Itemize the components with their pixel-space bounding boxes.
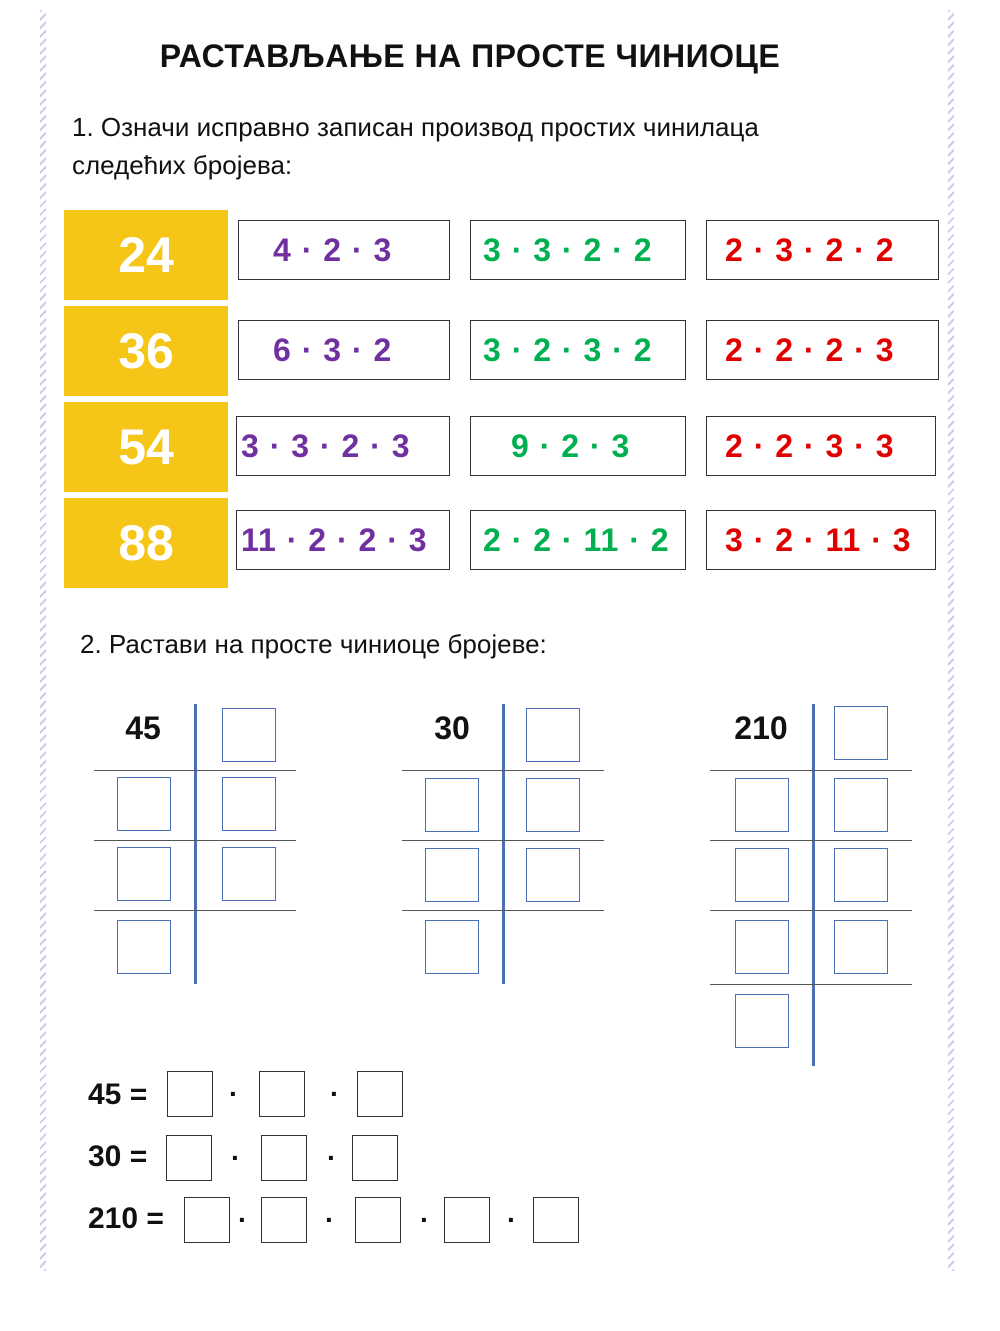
- ladder-210-quotient-box[interactable]: [735, 994, 789, 1048]
- ladder-210-factor-box[interactable]: [834, 706, 888, 760]
- ladder-210-factor-box[interactable]: [834, 920, 888, 974]
- ladder-30-factor-box[interactable]: [526, 778, 580, 832]
- number-cell-36: 36: [64, 306, 228, 396]
- ladder-210-quotient-box[interactable]: [735, 778, 789, 832]
- ladder-210-quotient-box[interactable]: [735, 920, 789, 974]
- ladder-30-row-line: [402, 840, 604, 841]
- ladder-number-210: 210: [734, 710, 788, 746]
- equation-30-box[interactable]: [166, 1135, 212, 1181]
- option-24-3[interactable]: 2 · 3 · 2 · 2: [706, 220, 939, 280]
- page-title: РАСТАВЉАЊЕ НА ПРОСТЕ ЧИНИОЦЕ: [159, 38, 781, 74]
- equation-45-label: 45 =: [88, 1078, 148, 1111]
- ladder-45-row-line: [94, 840, 296, 841]
- number-cell-88: 88: [64, 498, 228, 588]
- ladder-30-quotient-box[interactable]: [425, 848, 479, 902]
- equation-30-label: 30 =: [88, 1140, 148, 1173]
- task-2-instruction: 2. Растави на просте чиниоце бројеве:: [80, 629, 547, 659]
- equation-45-box[interactable]: [259, 1071, 305, 1117]
- equation-30-box[interactable]: [352, 1135, 398, 1181]
- multiply-dot: ·: [330, 1078, 340, 1109]
- ladder-210-row-line: [710, 840, 912, 841]
- ladder-45-quotient-box[interactable]: [117, 777, 171, 831]
- equation-210-box[interactable]: [261, 1197, 307, 1243]
- ladder-30-divider: [502, 704, 505, 984]
- equation-210-box[interactable]: [184, 1197, 230, 1243]
- option-54-3[interactable]: 2 · 2 · 3 · 3: [706, 416, 936, 476]
- equation-30-box[interactable]: [261, 1135, 307, 1181]
- equation-210-label: 210 =: [88, 1202, 164, 1235]
- ladder-45-row-line: [94, 910, 296, 911]
- ladder-30-quotient-box[interactable]: [425, 778, 479, 832]
- equation-210-box[interactable]: [444, 1197, 490, 1243]
- right-decorative-border: [948, 10, 954, 1271]
- equation-210-box[interactable]: [355, 1197, 401, 1243]
- option-36-3[interactable]: 2 · 2 · 2 · 3: [706, 320, 939, 380]
- ladder-210-quotient-box[interactable]: [735, 848, 789, 902]
- multiply-dot: ·: [229, 1078, 239, 1109]
- ladder-210-row-line: [710, 984, 912, 985]
- ladder-30-row-line: [402, 910, 604, 911]
- task-1-instruction: [72, 108, 759, 184]
- option-24-2[interactable]: 3 · 3 · 2 · 2: [470, 220, 686, 280]
- equation-45-box[interactable]: [167, 1071, 213, 1117]
- multiply-dot: ·: [231, 1142, 241, 1173]
- equation-210-box[interactable]: [533, 1197, 579, 1243]
- multiply-dot: ·: [327, 1142, 337, 1173]
- ladder-45-factor-box[interactable]: [222, 708, 276, 762]
- ladder-45-factor-box[interactable]: [222, 777, 276, 831]
- ladder-45-row-line: [94, 770, 296, 771]
- task-1-line-2: следећих бројева:: [72, 150, 293, 180]
- ladder-30-factor-box[interactable]: [526, 708, 580, 762]
- number-cell-54: 54: [64, 402, 228, 492]
- ladder-45-quotient-box[interactable]: [117, 920, 171, 974]
- option-88-2[interactable]: 2 · 2 · 11 · 2: [470, 510, 686, 570]
- option-36-1[interactable]: 6 · 3 · 2: [238, 320, 450, 380]
- left-decorative-border: [40, 10, 46, 1271]
- option-88-1[interactable]: 11 · 2 · 2 · 3: [236, 510, 450, 570]
- ladder-45-divider: [194, 704, 197, 984]
- option-54-2[interactable]: 9 · 2 · 3: [470, 416, 686, 476]
- number-cell-24: 24: [64, 210, 228, 300]
- ladder-210-factor-box[interactable]: [834, 848, 888, 902]
- ladder-210-row-line: [710, 910, 912, 911]
- ladder-210-factor-box[interactable]: [834, 778, 888, 832]
- option-54-1[interactable]: 3 · 3 · 2 · 3: [236, 416, 450, 476]
- ladder-number-30: 30: [434, 710, 470, 746]
- option-24-1[interactable]: 4 · 2 · 3: [238, 220, 450, 280]
- ladder-210-row-line: [710, 770, 912, 771]
- ladder-30-factor-box[interactable]: [526, 848, 580, 902]
- ladder-45-quotient-box[interactable]: [117, 847, 171, 901]
- equation-45-box[interactable]: [357, 1071, 403, 1117]
- multiply-dot: ·: [325, 1204, 335, 1235]
- ladder-number-45: 45: [125, 710, 161, 746]
- ladder-210-divider: [812, 704, 815, 1066]
- ladder-30-quotient-box[interactable]: [425, 920, 479, 974]
- multiply-dot: ·: [507, 1204, 517, 1235]
- option-36-2[interactable]: 3 · 2 · 3 · 2: [470, 320, 686, 380]
- multiply-dot: ·: [238, 1204, 248, 1235]
- task-1-line-1: 1. Означи исправно записан производ простих чинилаца: [72, 112, 759, 142]
- ladder-30-row-line: [402, 770, 604, 771]
- ladder-45-factor-box[interactable]: [222, 847, 276, 901]
- multiply-dot: ·: [420, 1204, 430, 1235]
- option-88-3[interactable]: 3 · 2 · 11 · 3: [706, 510, 936, 570]
